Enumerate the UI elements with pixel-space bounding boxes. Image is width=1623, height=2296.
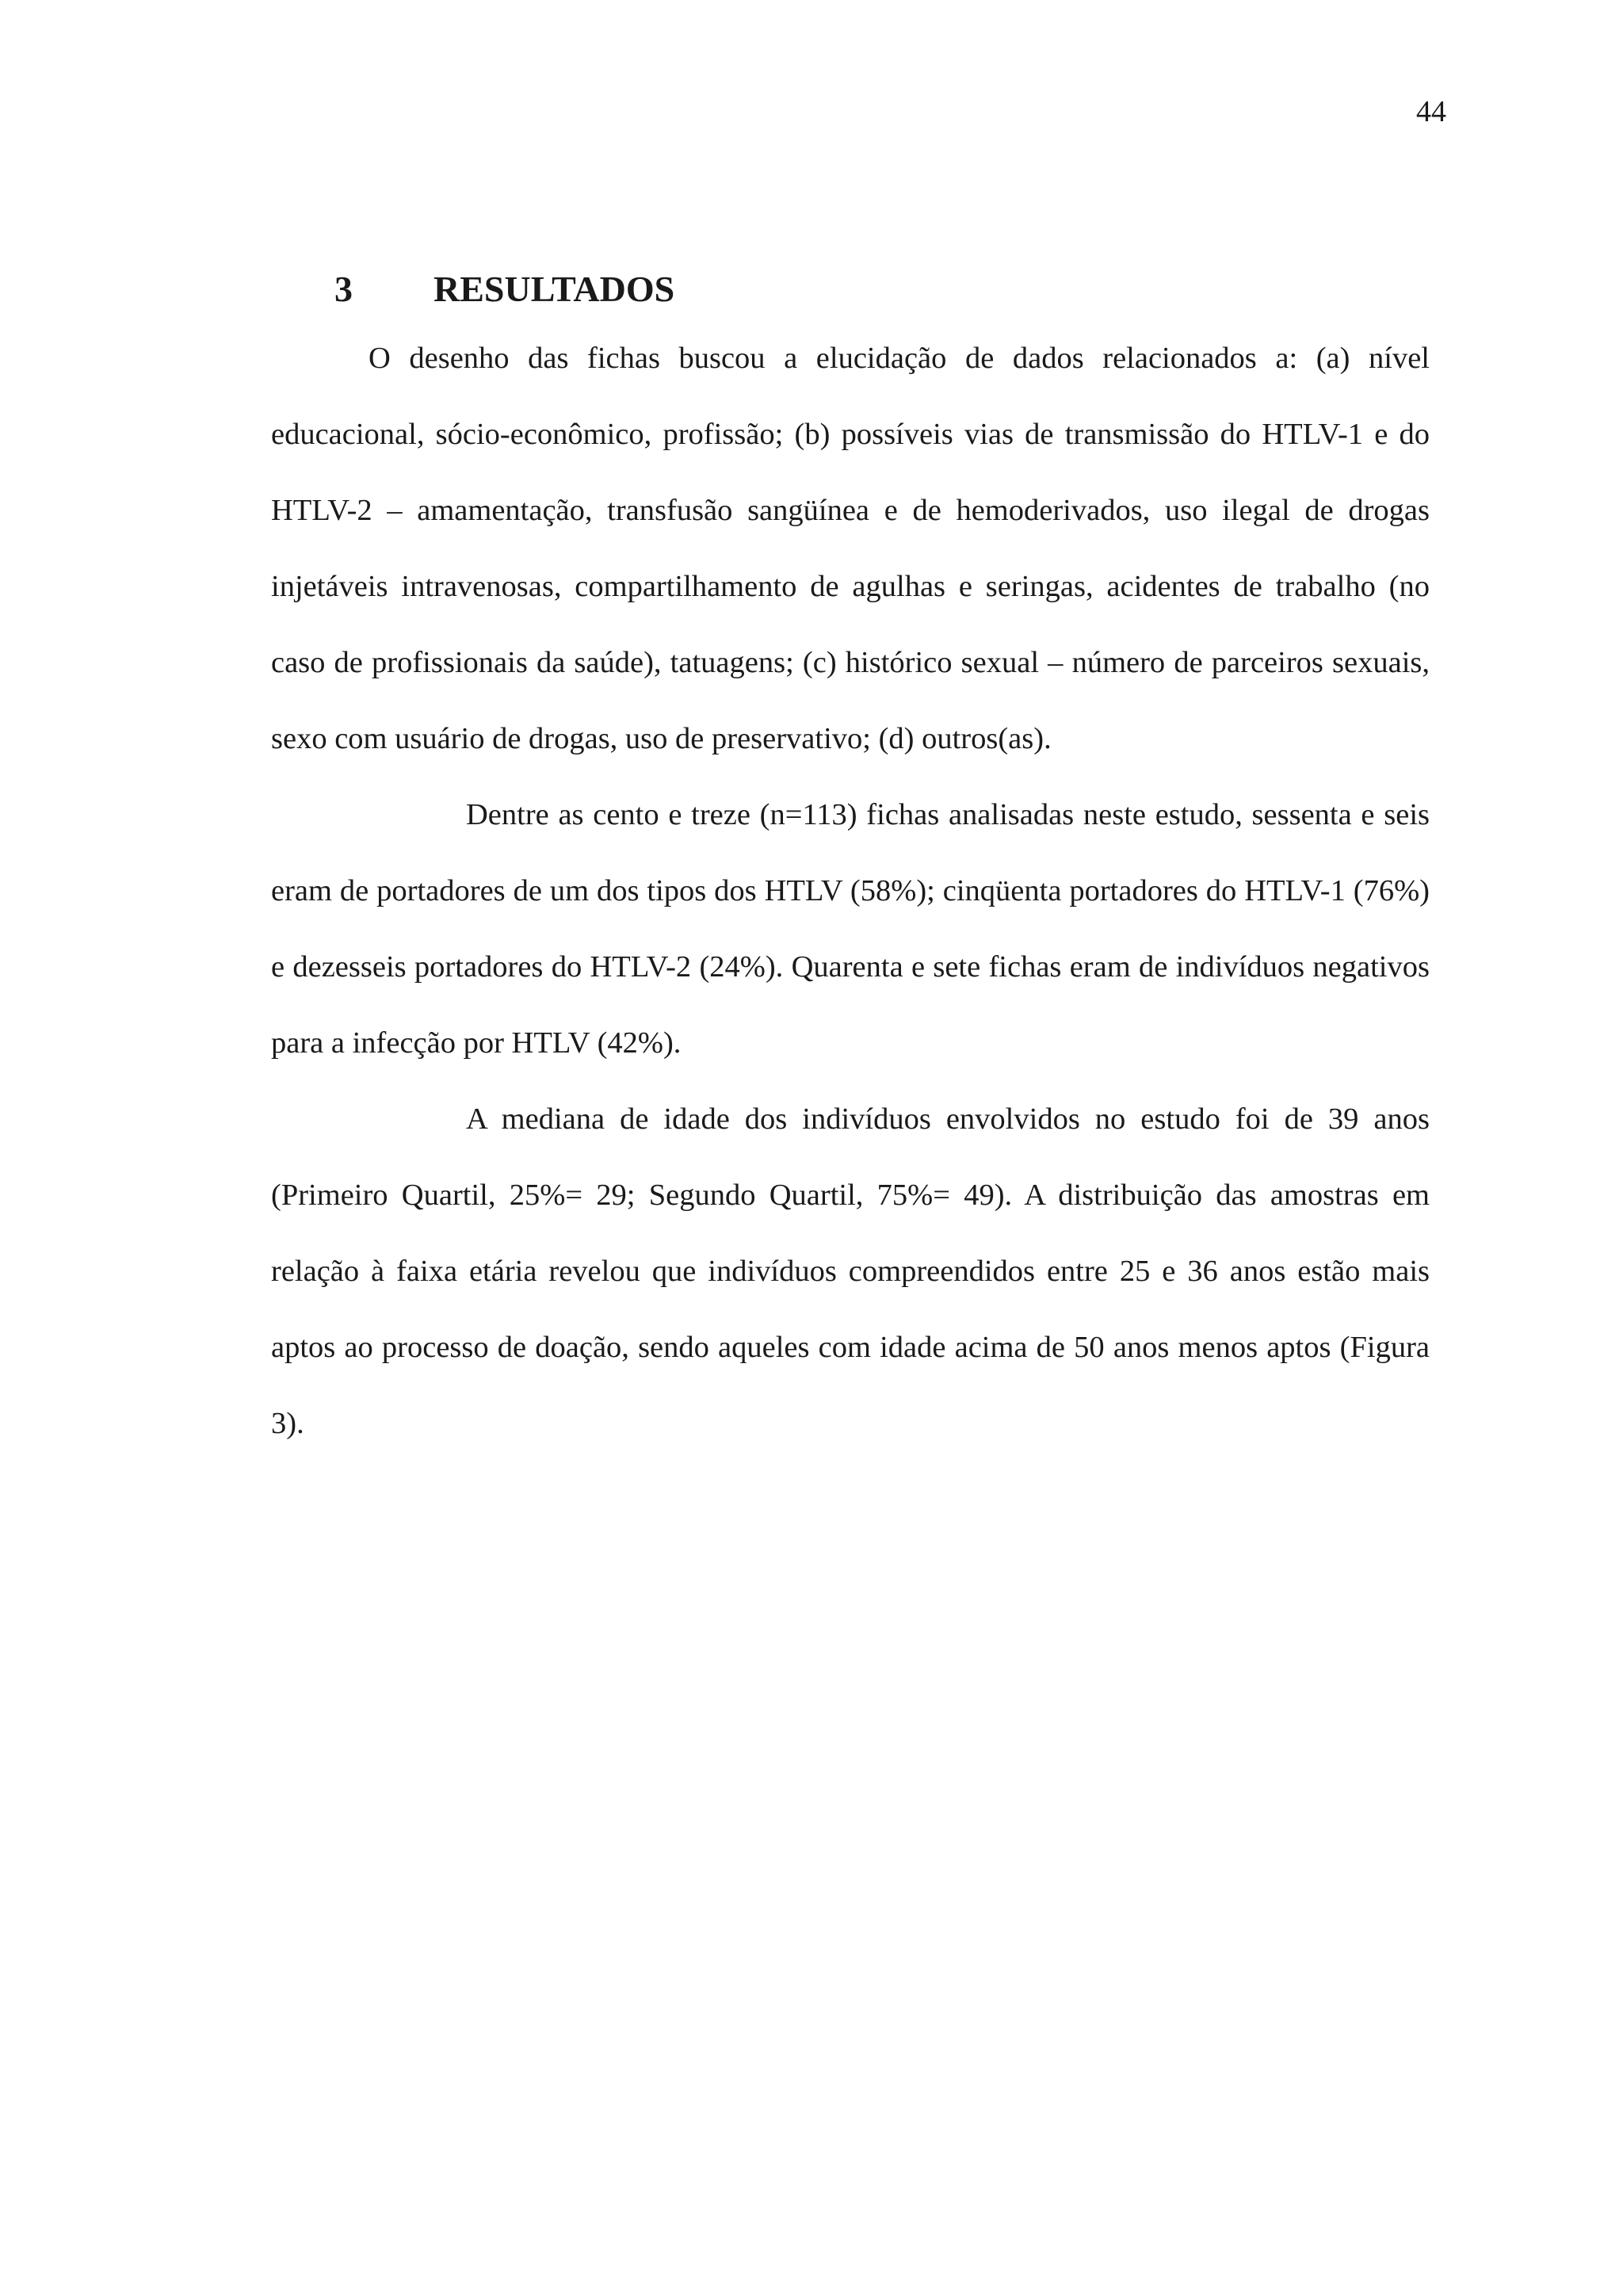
- paragraph-sample-results: Dentre as cento e treze (n=113) fichas analisadas neste estudo, sessenta e seis eram de portadores de um dos tipos dos HTLV (58%); cinqüenta portadores do HTLV-1 (76%) e dezesseis portadores do HTLV-2 (24%). Quarenta e sete fichas eram de indivíduos negativos para a infecção por HTLV (42%).: [271, 798, 1430, 1060]
- paragraph-data-collection: O desenho das fichas buscou a elucidação de dados relacionados a: (a) nível educacional, sócio-econômico, profissão; (b) possíveis vias de transmissão do HTLV-1 e do HTLV-2 – amamentação, transfusão sangüínea e de hemoderivados, uso ilegal de drogas injetáveis intravenosas, compartilhamento de agulhas e seringas, acidentes de trabalho (no caso de profissionais da saúde), tatuagens; (c) histórico sexual – número de parceiros sexuais, sexo com usuário de drogas, uso de preservativo; (d) outros(as).: [271, 342, 1430, 755]
- section-heading: [334, 271, 674, 308]
- page-number: 44: [1416, 95, 1446, 128]
- section-number: 3: [334, 269, 353, 309]
- section-title: RESULTADOS: [433, 269, 675, 309]
- paragraph-age-distribution: A mediana de idade dos indivíduos envolvidos no estudo foi de 39 anos (Primeiro Quartil, 25%= 29; Segundo Quartil, 75%= 49). A distribuição das amostras em relação à faixa etária revelou que indivíduos compreendidos entre 25 e 36 anos estão mais aptos ao processo de doação, sendo aqueles com idade acima de 50 anos menos aptos (Figura 3).: [271, 1102, 1430, 1440]
- body-text: [271, 320, 1430, 1461]
